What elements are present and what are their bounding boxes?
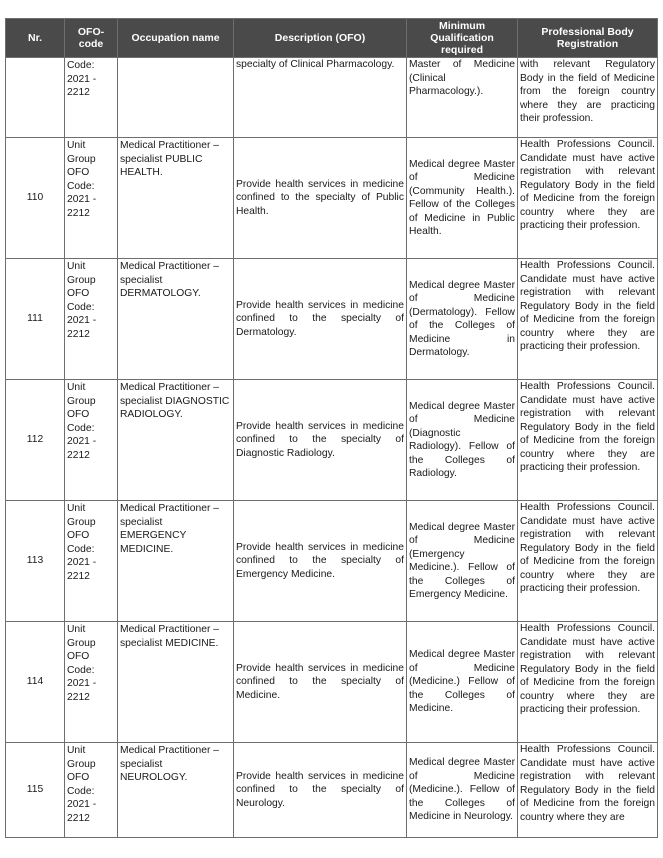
cell-registration: with relevant Regulatory Body in the field of Medicine from the foreign country where they are practicing their profession. [518,58,658,138]
cell-description: specialty of Clinical Pharmacology. [234,58,407,138]
cell-occupation: Medical Practitioner – specialist EMERGENCY MEDICINE. [118,501,234,622]
cell-occupation: Medical Practitioner – specialist NEUROLOGY. [118,743,234,838]
header-professional-body-registration: Professional Body Registration [518,19,658,58]
cell-description: Provide health services in medicine confined to the specialty of Neurology. [234,743,407,838]
cell-nr: 114 [6,622,65,743]
table-row [6,138,658,259]
cell-qualification: Medical degree Master of Medicine (Community Health.). Fellow of the Colleges of Medicine in Public Health. [407,138,518,259]
cell-qualification: Medical degree Master of Medicine (Medicine.). Fellow of the Colleges of Medicine in Neurology. [407,743,518,838]
cell-ofo-code: Code: 2021 - 2212 [65,58,118,138]
header-minimum-qualification: Minimum Qualification required [407,19,518,58]
cell-registration: Health Professions Council. Candidate must have active registration with relevant Regulatory Body in the field of Medicine from the foreign country where they are practicing their profession. [518,501,658,622]
cell-registration: Health Professions Council. Candidate must have active registration with relevant Regulatory Body in the field of Medicine from the foreign country where they are practicing their profession. [518,380,658,501]
cell-qualification: Medical degree Master of Medicine (Dermatology). Fellow of the Colleges of Medicine in Dermatology. [407,259,518,380]
table-row [6,622,658,743]
header-occupation-name: Occupation name [118,19,234,58]
header-description: Description (OFO) [234,19,407,58]
cell-nr [6,58,65,138]
table-header-row [6,19,658,58]
cell-qualification: Medical degree Master of Medicine (Diagnostic Radiology). Fellow of the Colleges of Radiology. [407,380,518,501]
cell-occupation [118,58,234,138]
cell-ofo-code: Unit Group OFO Code: 2021 - 2212 [65,259,118,380]
cell-nr: 115 [6,743,65,838]
cell-ofo-code: Unit Group OFO Code: 2021 - 2212 [65,138,118,259]
cell-occupation: Medical Practitioner – specialist MEDICINE. [118,622,234,743]
cell-registration: Health Professions Council. Candidate must have active registration with relevant Regulatory Body in the field of Medicine from the foreign country where they are practicing their profession. [518,138,658,259]
cell-description: Provide health services in medicine confined to the specialty of Medicine. [234,622,407,743]
cell-description: Provide health services in medicine confined to the specialty of Public Health. [234,138,407,259]
cell-ofo-code: Unit Group OFO Code: 2021 - 2212 [65,743,118,838]
cell-occupation: Medical Practitioner – specialist DERMATOLOGY. [118,259,234,380]
header-nr: Nr. [6,19,65,58]
cell-nr: 111 [6,259,65,380]
table-row [6,259,658,380]
cell-nr: 113 [6,501,65,622]
cell-nr: 110 [6,138,65,259]
table-row [6,380,658,501]
cell-description: Provide health services in medicine confined to the specialty of Dermatology. [234,259,407,380]
cell-occupation: Medical Practitioner – specialist PUBLIC HEALTH. [118,138,234,259]
cell-registration: Health Professions Council. Candidate must have active registration with relevant Regulatory Body in the field of Medicine from the foreign country where they are [518,743,658,838]
occupations-table [5,18,658,838]
table-row [6,743,658,838]
table-row-continued [6,58,658,138]
cell-description: Provide health services in medicine confined to the specialty of Emergency Medicine. [234,501,407,622]
cell-ofo-code: Unit Group OFO Code: 2021 - 2212 [65,622,118,743]
cell-ofo-code: Unit Group OFO Code: 2021 - 2212 [65,501,118,622]
cell-ofo-code: Unit Group OFO Code: 2021 - 2212 [65,380,118,501]
table-row [6,501,658,622]
cell-description: Provide health services in medicine confined to the specialty of Diagnostic Radiology. [234,380,407,501]
cell-registration: Health Professions Council. Candidate must have active registration with relevant Regulatory Body in the field of Medicine from the foreign country where they are practicing their profession. [518,259,658,380]
cell-nr: 112 [6,380,65,501]
cell-qualification: Medical degree Master of Medicine (Medicine.) Fellow of the Colleges of Medicine. [407,622,518,743]
header-ofo-code: OFO-code [65,19,118,58]
cell-occupation: Medical Practitioner – specialist DIAGNOSTIC RADIOLOGY. [118,380,234,501]
cell-qualification: Master of Medicine (Clinical Pharmacology.). [407,58,518,138]
cell-qualification: Medical degree Master of Medicine (Emergency Medicine.). Fellow of the Colleges of Emergency Medicine. [407,501,518,622]
cell-registration: Health Professions Council. Candidate must have active registration with relevant Regulatory Body in the field of Medicine from the foreign country where they are practicing their profession. [518,622,658,743]
